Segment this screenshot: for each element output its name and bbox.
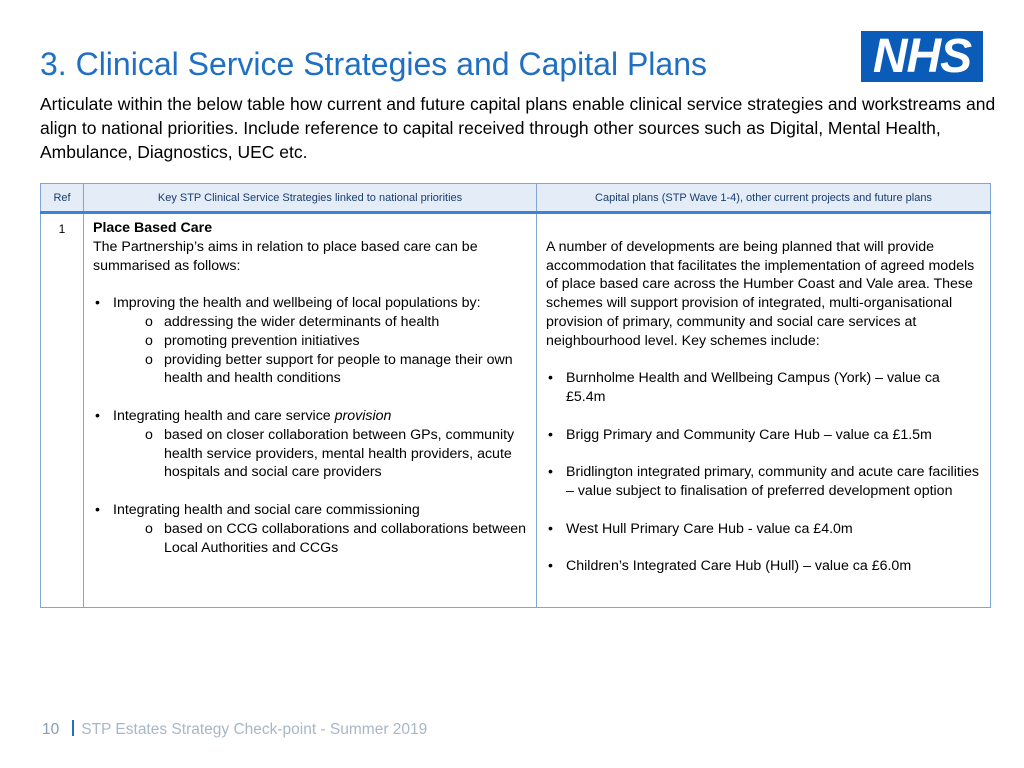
- page-number: 10: [42, 721, 60, 738]
- header-capital: Capital plans (STP Wave 1-4), other current projects and future plans: [537, 184, 991, 213]
- strategy-table: [40, 183, 991, 608]
- strategy-heading: Place Based Care: [93, 220, 213, 236]
- strategy-bullet: • Integrating health and social care commissioning: [93, 501, 527, 520]
- bullet-emphasis: provision: [334, 407, 392, 424]
- strategy-bullet: [93, 407, 527, 426]
- footer-text: STP Estates Strategy Check-point - Summer 2019: [81, 721, 428, 738]
- scheme-item: • Children’s Integrated Care Hub (Hull) – value ca £6.0m: [546, 557, 981, 576]
- strategy-cell: [84, 213, 537, 608]
- page-title: 3. Clinical Service Strategies and Capital Plans: [40, 46, 707, 82]
- scheme-item: • Bridlington integrated primary, community and acute care facilities – value subject to finalisation of preferred development option: [546, 463, 981, 501]
- table-row: [41, 213, 991, 608]
- strategy-sub-bullet: o addressing the wider determinants of health: [93, 313, 527, 332]
- strategy-sub-bullet: o providing better support for people to manage their own health and health conditions: [93, 351, 527, 389]
- bullet-text: Integrating health and care service: [113, 407, 335, 424]
- capital-intro: A number of developments are being planned that will provide accommodation that facilitates the implementation of agreed models of place based care across the Humber Coast and Vale area. These schemes will support provision of integrated, multi-organisational provision of primary, community and social care services at neighbourhood level. Key schemes include:: [546, 238, 975, 349]
- strategy-bullet: • Improving the health and wellbeing of local populations by:: [93, 294, 527, 313]
- strategy-sub-bullet: o promoting prevention initiatives: [93, 332, 527, 351]
- table-header-row: [41, 184, 991, 213]
- strategy-sub-bullet: o based on CCG collaborations and collaborations between Local Authorities and CCGs: [93, 520, 527, 558]
- scheme-item: • West Hull Primary Care Hub - value ca £4.0m: [546, 520, 981, 539]
- header-strategies: Key STP Clinical Service Strategies linked to national priorities: [84, 184, 537, 213]
- capital-cell: [537, 213, 991, 608]
- scheme-item: • Burnholme Health and Wellbeing Campus (York) – value ca £5.4m: [546, 369, 981, 407]
- row-ref: 1: [41, 213, 84, 608]
- nhs-logo: NHS: [861, 31, 983, 82]
- footer-divider: [72, 720, 74, 736]
- scheme-item: • Brigg Primary and Community Care Hub – value ca £1.5m: [546, 426, 981, 445]
- strategy-sub-bullet: o based on closer collaboration between GPs, community health service providers, mental health providers, acute hospitals and social care providers: [93, 426, 527, 482]
- strategy-intro: The Partnership’s aims in relation to place based care can be summarised as follows:: [93, 238, 478, 274]
- header-ref: Ref: [41, 184, 84, 213]
- page-subtitle: Articulate within the below table how current and future capital plans enable clinical service strategies and workstreams and align to national priorities. Include reference to capital received through other sources such as Digital, Mental Health, Ambulance, Diagnostics, UEC etc.: [40, 94, 996, 162]
- footer: [42, 721, 427, 739]
